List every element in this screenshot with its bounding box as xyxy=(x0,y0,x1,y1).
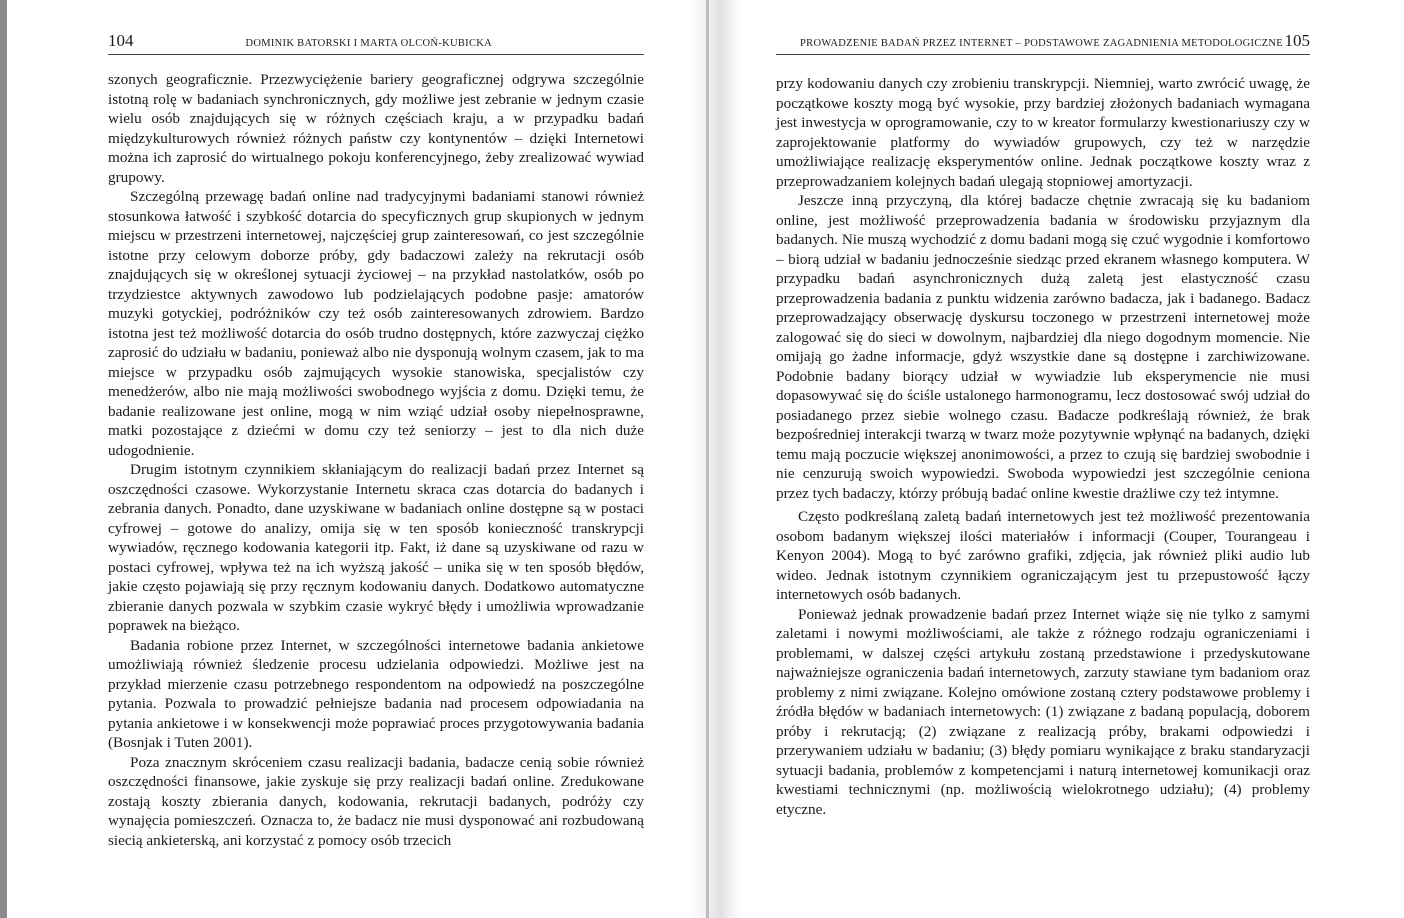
right-page-body xyxy=(776,74,1310,819)
left-paragraph-4: Badania robione przez Internet, w szczególności internetowe badania ankietowe umożliwiają również śledzenie procesu udzielania odpowiedzi. Możliwe jest na przykład mierzenie czasu potrzebnego respondentom na odpowiedź na poszczególne pytania. Pozwala to prowadzić pełniejsze badania nad procesem odpowiadania na pytania ankietowe i w konsekwencji może poprawiać proces przygotowywania badania (Bosnjak i Tuten 2001). xyxy=(108,636,644,751)
gutter-line xyxy=(706,0,709,918)
right-page xyxy=(776,0,1310,918)
left-page-header xyxy=(108,28,644,55)
left-page xyxy=(108,0,644,918)
right-running-head: PROWADZENIE BADAŃ PRZEZ INTERNET – PODSTAWOWE ZAGADNIENIA METODOLOGICZNE xyxy=(800,38,1283,49)
right-page-header xyxy=(776,28,1310,55)
left-page-number: 104 xyxy=(108,31,134,50)
left-paragraph-5: Poza znacznym skróceniem czasu realizacji badania, badacze cenią sobie również oszczędności finansowe, jakie zyskuje się przy realizacji badań online. Zredukowane zostają koszty zbierania danych, kodowania, rekrutacji badanych, podróży czy wynajęcia pomieszczeń. Oznacza to, że badacz nie musi dysponować ani rozbudowaną siecią ankieterską, ani korzystać z pomocy osób trzecich xyxy=(108,753,644,849)
scan-left-edge xyxy=(0,0,7,918)
left-paragraph-3: Drugim istotnym czynnikiem skłaniającym do realizacji badań przez Internet są oszczędności czasowe. Wykorzystanie Internetu skraca czas dotarcia do badanych i zebrania danych. Ponadto, dane uzyskiwane w badaniach online dostępne są w postaci cyfrowej – gotowe do analizy, omija się w ten sposób konieczność transkrypcji wywiadów, ręcznego kodowania kategorii itp. Fakt, iż dane są uzyskiwane od razu w postaci cyfrowej, wpływa też na ich wyższą jakość – unika się w ten sposób błędów, jakie często pojawiają się przy ręcznym kodowaniu danych. Dodatkowo automatyczne zbieranie danych pozwala w szybkim czasie wykryć błędy i umożliwia wprowadzanie poprawek na bieżąco. xyxy=(108,461,644,634)
right-page-number: 105 xyxy=(1284,31,1310,50)
gutter-shadow xyxy=(690,0,740,918)
left-paragraph-1: szonych geograficznie. Przezwyciężenie bariery geograficznej odgrywa szczególnie istotną rolę w badaniach synchronicznych, gdy możliwe jest zebranie w jednym czasie wielu osób znajdujących się w różnych częściach kraju, a w przypadku badań międzykulturowych również różnych państw czy kontynentów – dzięki Internetowi można ich zaprosić do wirtualnego pokoju konferencyjnego, żeby zrealizować wywiad grupowy. xyxy=(108,71,644,186)
left-running-head: DOMINIK BATORSKI I MARTA OLCOŃ-KUBICKA xyxy=(245,38,493,49)
right-paragraph-2: Jeszcze inną przyczyną, dla której badacze chętnie zwracają się ku badaniom online, jest możliwość przeprowadzenia badania w środowisku przyjaznym dla badanych. Nie muszą wychodzić z domu badani mogą się czuć wygodnie i komfortowo – biorą udział w badaniu jednocześnie siedząc przed ekranem własnego komputera. W przypadku badań asynchronicznych dużą zaletą jest elastyczność czasu przeprowadzenia badania z punktu widzenia zarówno badacza, jak i badanego. Badacz przeprowadzający obserwację dyskursu toczonego w przestrzeni internetowej może zalogować się do sieci w dowolnym, najbardziej dla niego dogodnym momencie. Nie omijają go żadne informacje, gdyż wszystkie dane są dostępne i zarchiwizowane. Podobnie badany biorący udział w wywiadzie lub eksperymencie nie musi dopasowywać się do ściśle ustalonego harmonogramu, lecz dostosować swój udział do posiadanego przez siebie wolnego czasu. Badacze podkreślają również, że brak bezpośredniej interakcji twarzą w twarz może pozytywnie wpłynąć na badanych, dzięki temu mają poczucie większej anonimowości, a przez to czują się bardziej swobodnie i nie cenzurują swoich wypowiedzi. Swoboda wypowiedzi jest szczególnie ceniona przez tych badaczy, którzy próbują badać online kwestie drażliwe czy też intymne. xyxy=(776,192,1310,502)
left-page-body xyxy=(108,70,644,850)
right-paragraph-1: przy kodowaniu danych czy zrobieniu transkrypcji. Niemniej, warto zwrócić uwagę, że początkowe koszty mogą być wysokie, przy bardziej złożonych badaniach wymagana jest inwestycja w oprogramowanie, czy to w kreator formularzy kwestionariuszy czy w zaprojektowanie platformy do wywiadów grupowych, czy też w narzędzie umożliwiające realizację eksperymentów online. Jednak początkowe koszty wraz z przeprowadzaniem kolejnych badań ulegają stopniowej amortyzacji. xyxy=(776,75,1310,190)
right-paragraph-4: Ponieważ jednak prowadzenie badań przez Internet wiąże się nie tylko z samymi zaletami i nowymi możliwościami, ale także z różnego rodzaju ograniczeniami i problemami, w dalszej części artykułu zostaną przedstawione i przedyskutowane najważniejsze ograniczenia badań internetowych, zarzuty stawiane tym badaniom oraz problemy z nimi związane. Kolejno omówione zostaną cztery podstawowe problemy i źródła błędów w badaniach internetowych: (1) związane z badaną populacją, doborem próby i rekrutacją; (2) związane z realizacją próby, brakami odpowiedzi i przerywaniem udziału w badaniu; (3) błędy pomiaru wynikające z braku standaryzacji sytuacji badania, problemów z kompetencjami i naturą internetowej komunikacji oraz kwestiami technicznymi (np. możliwością wielokrotnego udziału); (4) problemy etyczne. xyxy=(776,605,1310,818)
right-paragraph-3: Często podkreślaną zaletą badań internetowych jest też możliwość prezentowania osobom badanym większej ilości materiałów i informacji (Couper, Tourangeau i Kenyon 2004). Mogą to być zarówno grafiki, zdjęcia, jak również pliki audio lub wideo. Jednak istotnym czynnikiem ograniczającym jest tu przepustowość łączy internetowych osób badanych. xyxy=(776,508,1310,603)
left-paragraph-2: Szczególną przewagę badań online nad tradycyjnymi badaniami stanowi również stosunkowa łatwość i szybkość dotarcia do specyficznych grup skupionych w jednym miejscu w przestrzeni internetowej, najczęściej grup zainteresowań, co jest szczególnie istotne przy celowym doborze próby, gdy badaczowi zależy na rekrutacji osób znajdujących się w określonej sytuacji życiowej – na przykład nastolatków, osób po trzydziestce aktywnych zawodowo lub podzielających podobne pasje: amatorów muzyki gotyckiej, podróżników czy też osób zainteresowanych zdrowiem. Bardzo istotna jest też możliwość dotarcia do osób trudno dostępnych, które zazwyczaj ciężko zaprosić do udziału w badaniu, ponieważ albo nie dysponują wolnym czasem, jak to ma miejsce w przypadku osób zajmujących wysokie stanowiska, specjalistów czy menedżerów, albo nie mają możliwości swobodnego wyjścia z domu. Dzięki temu, że badanie realizowane jest online, mogą w nim wziąć udział osoby niepełnosprawne, matki pozostające z dziećmi w domu czy też seniorzy – jest to dla nich duże udogodnienie. xyxy=(108,188,644,459)
